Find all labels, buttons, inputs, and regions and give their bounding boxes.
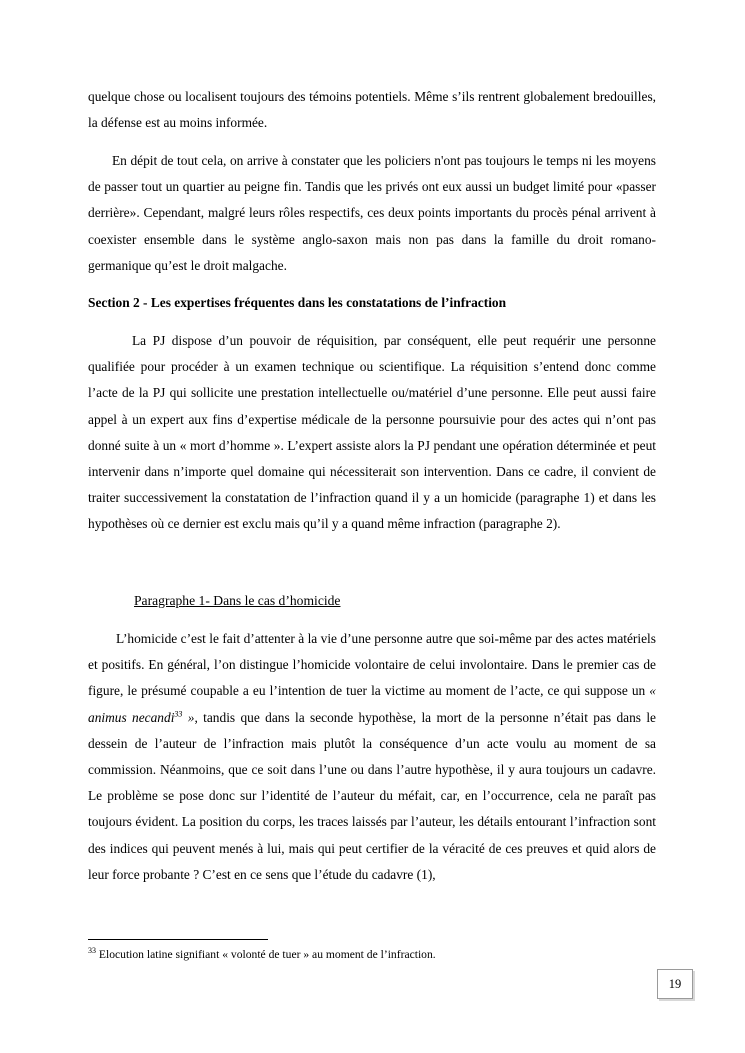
paragraph-4 [88, 626, 656, 888]
section-heading: Section 2 - Les expertises fréquentes dans les constatations de l’infraction [88, 295, 507, 310]
footnote-reference: 33 [174, 709, 183, 719]
page-number: 19 [657, 969, 693, 999]
footnote [88, 947, 436, 963]
paragraph-block-2 [88, 148, 656, 279]
paragraph-1: quelque chose ou localisent toujours des témoins potentiels. Même s’ils rentrent globalement bredouilles, la défense est au moins informée. [88, 89, 656, 131]
paragraph-2: En dépit de tout cela, on arrive à constater que les policiers n'ont pas toujours le temps ni les moyens de passer tout un quartier au peigne fin. Tandis que les privés ont eux aussi un budget limité pour «passer derrière». Cependant, malgré leurs rôles respectifs, ces deux points importants du procès pénal arrivent à coexister ensemble dans le système anglo-saxon mais non pas dans la famille du droit romano-germanique qu’est le droit malgache. [88, 153, 656, 273]
footnote-text: Elocution latine signifiant « volonté de tuer » au moment de l’infraction. [96, 948, 436, 961]
paragraph-continuation [88, 84, 656, 136]
latin-term: « animus necandi$^{33}$ » [88, 683, 656, 725]
paragraph-4-start: L’homicide c’est le fait d’attenter à la vie d’une personne autre que soi-même par des actes matériels et positifs. En général, l’on distingue l’homicide volontaire de celui involontaire. Dans le premier cas de figure, le présumé coupable a eu l’intention de tuer la victime au moment de l’acte, ce qui suppose un [88, 631, 656, 699]
section-heading-block [88, 290, 656, 316]
paragraph-block-3 [88, 328, 656, 538]
footnote-separator [88, 939, 268, 940]
paragraph-block-4 [88, 626, 656, 888]
paragraph-subheading: Paragraphe 1- Dans le cas d’homicide [134, 593, 341, 608]
footnote-number: 33 [88, 946, 96, 956]
paragraph-4-end: , tandis que dans la seconde hypothèse, la mort de la personne n’était pas dans le dessein de l’auteur de l’infraction mais plutôt la conséquence d’un acte voulu au moment de sa commission. Néanmoins, que ce soit dans l’une ou dans l’autre hypothèse, il y aura toujours un cadavre. Le problème se pose donc sur l’identité de l’auteur du méfait, car, en l’occurrence, cela ne paraît pas toujours évident. La position du corps, les traces laissés par l’auteur, les détails entourant l’infraction sont des indices qui peuvent menés à lui, mais qui peut certifier de la véracité de ces preuves et quid alors de leur force probante ? C’est en ce sens que l’étude du cadavre (1), [88, 709, 656, 882]
paragraph-3: La PJ dispose d’un pouvoir de réquisition, par conséquent, elle peut requérir une personne qualifiée pour procéder à un examen technique ou scientifique. La réquisition s’entend donc comme l’acte de la PJ qui sollicite une prestation intellectuelle ou/matériel d’une personne. Elle peut aussi faire appel à un expert aux fins d’expertise médicale de la personne poursuivie pour des actes qui n’ont pas donné suite à un « mort d’homme ». L’expert assiste alors la PJ pendant une opération déterminée et peut intervenir dans n’importe quel domaine qui nécessiterait son intervention. Dans ce cadre, il convient de traiter successivement la constatation de l’infraction quand il y a un homicide (paragraphe 1) et dans les hypothèses où ce dernier est exclu mais qu’il y a quand même infraction (paragraphe 2). [88, 333, 656, 532]
